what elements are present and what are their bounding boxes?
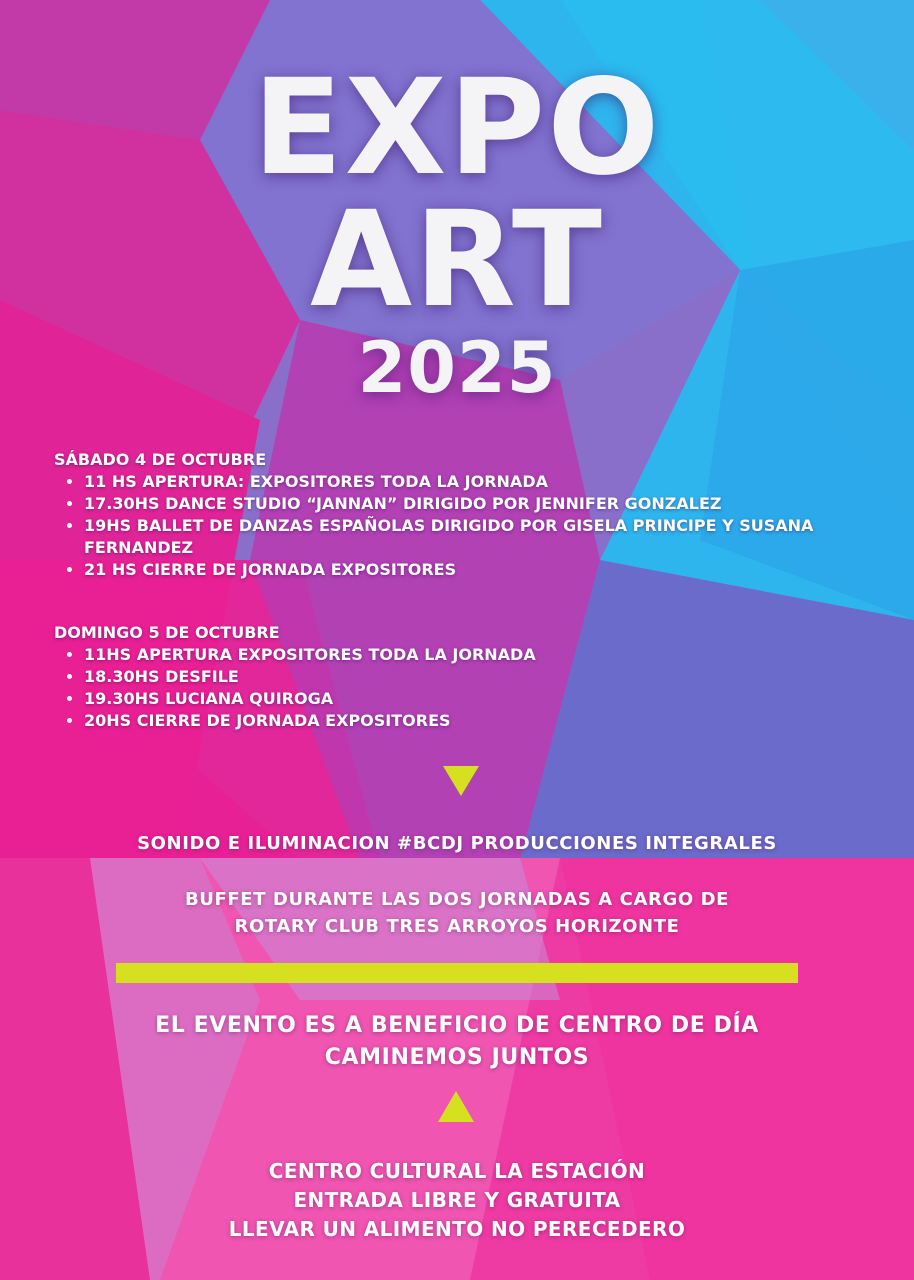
triangle-down-icon: [443, 766, 479, 796]
sunday-schedule: [54, 622, 814, 732]
sunday-list: [54, 644, 814, 732]
title-line-1: EXPO: [252, 51, 662, 205]
sound-credit: SONIDO E ILUMINACION #BCDJ PRODUCCIONES INTEGRALES: [137, 833, 777, 854]
divider-bar: [116, 963, 798, 983]
list-item: • 11HS APERTURA EXPOSITORES TODA LA JORNADA: [84, 644, 814, 666]
title-line-2: ART: [310, 183, 604, 337]
saturday-heading: SÁBADO 4 DE OCTUBRE: [54, 450, 267, 469]
buffet-line-2: ROTARY CLUB TRES ARROYOS HORIZONTE: [234, 916, 680, 937]
benefit-line-2: CAMINEMOS JUNTOS: [324, 1045, 590, 1070]
saturday-list: [54, 471, 814, 581]
list-item: • 19HS BALLET DE DANZAS ESPAÑOLAS DIRIGIDO POR GISELA PRINCIPE Y SUSANA FERNANDEZ: [84, 515, 814, 559]
list-item: • 18.30HS DESFILE: [84, 666, 814, 688]
venue-info: [0, 1157, 914, 1244]
benefit-line-1: EL EVENTO ES A BENEFICIO DE CENTRO DE DÍA: [155, 1013, 759, 1038]
title-year: 2025: [357, 327, 557, 409]
buffet-line-1: BUFFET DURANTE LAS DOS JORNADAS A CARGO DE: [184, 889, 730, 910]
benefit-info: [0, 1010, 914, 1074]
list-item: • 20HS CIERRE DE JORNADA EXPOSITORES: [84, 710, 814, 732]
triangle-up-icon: [438, 1091, 474, 1122]
saturday-schedule: [54, 449, 814, 581]
list-item: • 17.30HS DANCE STUDIO “JANNAN” DIRIGIDO POR JENNIFER GONZALEZ: [84, 493, 814, 515]
buffet-info: [0, 886, 914, 940]
venue-line-3: LLEVAR UN ALIMENTO NO PERECEDERO: [228, 1217, 686, 1241]
list-item: • 19.30HS LUCIANA QUIROGA: [84, 688, 814, 710]
venue-line-1: CENTRO CULTURAL LA ESTACIÓN: [268, 1159, 646, 1183]
list-item: • 21 HS CIERRE DE JORNADA EXPOSITORES: [84, 559, 814, 581]
list-item: • 11 HS APERTURA: EXPOSITORES TODA LA JORNADA: [84, 471, 814, 493]
sunday-heading: DOMINGO 5 DE OCTUBRE: [54, 623, 280, 642]
venue-line-2: ENTRADA LIBRE Y GRATUITA: [293, 1188, 621, 1212]
